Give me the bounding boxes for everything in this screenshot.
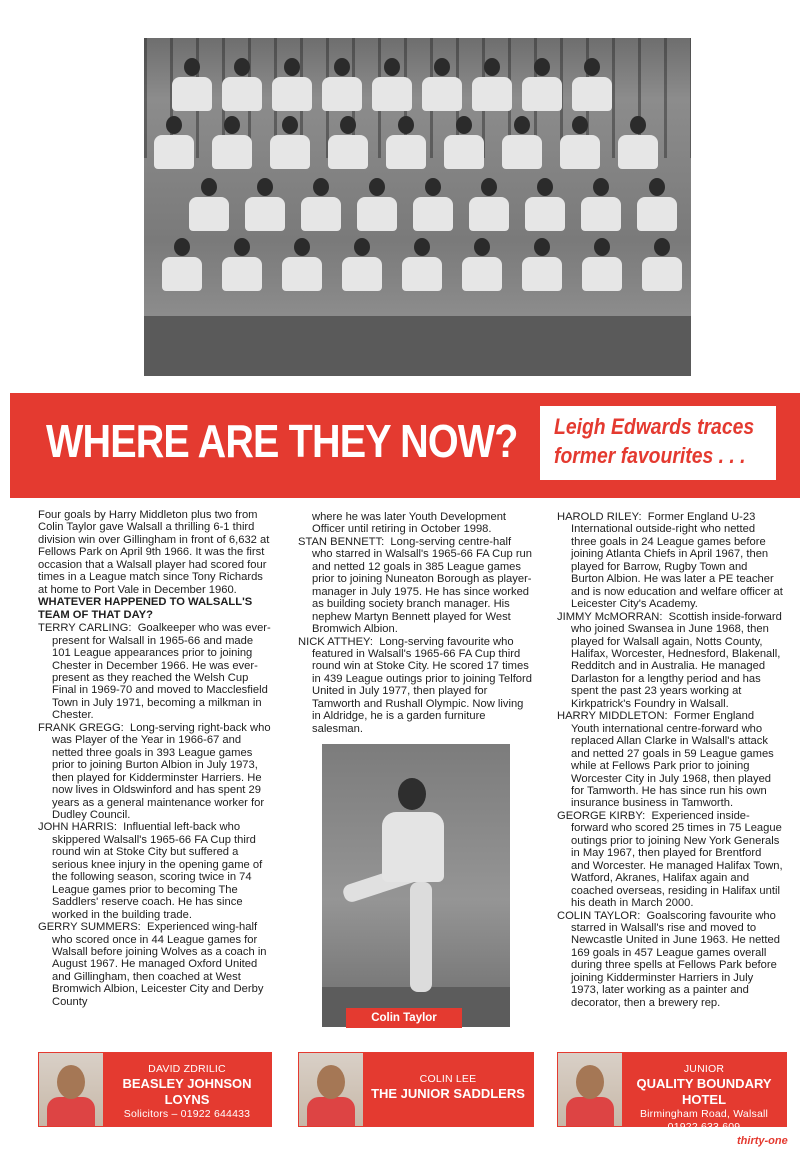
sponsor-player-name: DAVID ZDRILIC — [148, 1063, 226, 1075]
team-player-figure — [472, 58, 512, 111]
team-player-figure — [386, 116, 426, 169]
player-shirt — [469, 197, 509, 231]
photo-torso — [566, 1097, 614, 1126]
sponsor-box-3 — [557, 1052, 787, 1133]
player-name: JIMMY McMORRAN: — [557, 610, 663, 623]
player-head — [584, 58, 600, 76]
subhead-box — [538, 404, 778, 482]
subhead-line-2: former favourites . . . — [554, 443, 746, 468]
team-player-figure — [469, 178, 509, 231]
team-player-figure — [222, 58, 262, 111]
player-head — [434, 58, 450, 76]
player-head — [234, 238, 250, 256]
team-player-figure — [402, 238, 442, 291]
player-shirt — [189, 197, 229, 231]
sponsor-box-1 — [38, 1052, 272, 1127]
player-head — [398, 116, 414, 134]
team-player-figure — [581, 178, 621, 231]
sponsor-address: Birmingham Road, Walsall — [639, 1108, 769, 1120]
team-player-figure — [154, 116, 194, 169]
player-shirt — [301, 197, 341, 231]
sponsor-phone: 01922 633 609 — [667, 1121, 741, 1133]
team-player-figure — [270, 116, 310, 169]
player-head — [456, 116, 472, 134]
player-head — [234, 58, 250, 76]
player-head — [594, 238, 610, 256]
player-head — [340, 116, 356, 134]
team-player-figure — [422, 58, 462, 111]
player-head — [414, 238, 430, 256]
team-player-figure — [172, 58, 212, 111]
player-shirt — [402, 257, 442, 291]
player-head — [649, 178, 665, 196]
team-photo — [144, 38, 691, 376]
player-shirt — [270, 135, 310, 169]
team-player-figure — [189, 178, 229, 231]
player-head — [174, 238, 190, 256]
photo-face — [576, 1065, 604, 1099]
player-shirt — [212, 135, 252, 169]
player-text: Goalscoring favourite who starred in Walsall's rise and moved to Newcastle United in June 1963. He netted 169 goals in 457 League games overall during three spells at Fellows Park before joining Kidderminster Harriers in July 1973, later working as a painter and decorator, then a brewery rep. — [571, 909, 780, 1009]
intro-paragraph: Four goals by Harry Middleton plus two from Colin Taylor gave Walsall a thrilling 6-1 third division win over Gillingham in front of 6,632 at Fellows Park on April 9th 1966. It was the first occasion that a Walsall player had scored four times in a League match since Tony Richards at home to Port Vale in December 1960. — [38, 509, 270, 596]
player-text: Experienced inside-forward who scored 25 times in 75 League outings prior to joining New York Generals in May 1967, then played for Brentford and Worcester. He managed Halifax Town, Watford, Akranes, Halifax again and coached overseas, residing in Halifax until his death in March 2000. — [571, 809, 783, 910]
player-text: Scottish inside-forward who joined Swansea in June 1968, then played for Walsall again, Notts County, Halifax, Worcester, Hednesford, Blakenall, Redditch and in Australia. He managed Darlaston for a lengthy period and has spent the past 23 years working at Kirkpatrick's Foundry in Walsall. — [571, 610, 782, 710]
player-shirt — [560, 135, 600, 169]
team-player-figure — [413, 178, 453, 231]
subhead-line-1: Leigh Edwards traces — [554, 414, 755, 439]
player-text: Long-serving centre-half who starred in Walsall's 1965-66 FA Cup run and netted 12 goals in 385 League games prior to joining Nuneaton Borough as player-manager in July 1975. He has since worked as building society branch manager. His nephew Martyn Bennett played for West Bromwich Albion. — [312, 535, 532, 636]
player-head — [284, 58, 300, 76]
player-name: HARRY MIDDLETON: — [557, 710, 668, 723]
sponsor-info — [103, 1053, 271, 1126]
player-entry — [38, 921, 272, 1008]
player-shirt — [522, 257, 562, 291]
team-player-figure — [637, 178, 677, 231]
player-text: Long-serving favourite who featured in Walsall's 1965-66 FA Cup third round win at Stoke City. He scored 17 times in 439 League outings prior to joining Telford United in July 1977, then played for Tamworth and Rushall Olympic. Now living in Aldridge, he is a garden furniture salesman. — [312, 635, 532, 735]
team-player-figure — [572, 58, 612, 111]
player-shirt — [322, 77, 362, 111]
player-shirt — [357, 197, 397, 231]
player-head — [534, 238, 550, 256]
player-name: STAN BENNETT: — [298, 535, 385, 548]
photo-face — [317, 1065, 345, 1099]
text-column-1 — [38, 509, 272, 1008]
player-name: COLIN TAYLOR: — [557, 909, 641, 922]
player-shirt — [472, 77, 512, 111]
player-head — [534, 58, 550, 76]
sponsor-player-photo — [558, 1053, 622, 1126]
headline: WHERE ARE THEY NOW? — [46, 415, 518, 467]
player-head — [425, 178, 441, 196]
sponsor-player-name: JUNIOR — [683, 1063, 725, 1075]
team-player-figure — [462, 238, 502, 291]
player-head — [654, 238, 670, 256]
player-entry-continued — [298, 511, 532, 536]
sponsor-name: BEASLEY JOHNSON — [122, 1076, 252, 1091]
player-shirt — [342, 257, 382, 291]
player-text: Experienced wing-half who scored once in 44 League games for Walsall before joining Wolves as a coach in August 1967. He managed Oxford United and Gillingham, then coached at West Bromwich Albion, Leicester City and Derby County — [52, 921, 267, 1008]
player-head — [282, 116, 298, 134]
player-shirt — [162, 257, 202, 291]
team-player-figure — [618, 116, 658, 169]
photo-face — [57, 1065, 85, 1099]
player-entry — [557, 910, 783, 1010]
player-shirt — [581, 197, 621, 231]
sponsor-name: QUALITY BOUNDARY HOTEL — [636, 1076, 772, 1107]
player-head — [354, 238, 370, 256]
team-player-figure — [212, 116, 252, 169]
figure-leg — [410, 882, 432, 992]
player-head — [201, 178, 217, 196]
team-player-figure — [522, 238, 562, 291]
section-heading: WHATEVER HAPPENED TO WALSALL'S TEAM OF THAT DAY? — [38, 596, 253, 622]
player-shirt — [462, 257, 502, 291]
team-player-figure — [357, 178, 397, 231]
player-head — [384, 58, 400, 76]
player-shirt — [422, 77, 462, 111]
player-shirt — [637, 197, 677, 231]
team-player-figure — [301, 178, 341, 231]
player-text: Former England U-23 International outside-right who netted three goals in 24 League games before joining Atlanta Chiefs in April 1967, then played for Barrow, Rugby Town and Burton Albion. He was later a PE teacher and is now education and welfare officer at Leicester City's Academy. — [571, 511, 783, 611]
player-head — [257, 178, 273, 196]
team-player-figure — [522, 58, 562, 111]
player-shirt — [502, 135, 542, 169]
player-shirt — [582, 257, 622, 291]
team-player-figure — [372, 58, 412, 111]
player-shirt — [642, 257, 682, 291]
team-player-figure — [272, 58, 312, 111]
photo-torso — [307, 1097, 355, 1126]
player-head — [313, 178, 329, 196]
player-name: NICK ATTHEY: — [298, 635, 374, 648]
player-head — [481, 178, 497, 196]
player-shirt — [444, 135, 484, 169]
player-shirt — [245, 197, 285, 231]
player-entry — [38, 622, 272, 722]
player-shirt — [572, 77, 612, 111]
player-shirt — [222, 77, 262, 111]
player-head — [474, 238, 490, 256]
player-name: FRANK GREGG: — [38, 721, 124, 734]
player-name: GEORGE KIRBY: — [557, 809, 646, 822]
player-head — [184, 58, 200, 76]
sponsor-name-line-2: LOYNS — [164, 1092, 210, 1107]
sponsor-info — [363, 1053, 533, 1126]
team-player-figure — [328, 116, 368, 169]
team-player-figure — [245, 178, 285, 231]
player-name: JOHN HARRIS: — [38, 821, 117, 834]
player-head — [294, 238, 310, 256]
player-entry — [557, 611, 783, 711]
sponsor-info — [622, 1053, 786, 1133]
team-player-figure — [342, 238, 382, 291]
player-name: HAROLD RILEY: — [557, 511, 642, 523]
player-entry — [38, 821, 272, 921]
player-shirt — [372, 77, 412, 111]
colin-taylor-photo — [322, 744, 510, 1027]
ground — [144, 316, 691, 376]
text-column-3 — [557, 511, 783, 1009]
player-shirt — [282, 257, 322, 291]
team-player-figure — [560, 116, 600, 169]
team-player-figure — [502, 116, 542, 169]
player-shirt — [618, 135, 658, 169]
player-shirt — [386, 135, 426, 169]
player-head — [484, 58, 500, 76]
player-text: Influential left-back who skippered Walsall's 1965-66 FA Cup third round win at Stoke City but suffered a serious knee injury in the opening game of the following season, scoring twice in 74 League games prior to becoming The Saddlers' reserve coach. He has since worked in the building trade. — [52, 821, 263, 921]
team-player-figure — [322, 58, 362, 111]
player-head — [572, 116, 588, 134]
team-player-figure — [525, 178, 565, 231]
player-head — [593, 178, 609, 196]
page-number: thirty-one — [737, 1135, 788, 1147]
photo-caption: Colin Taylor — [346, 1008, 462, 1028]
team-player-figure — [282, 238, 322, 291]
sponsor-player-name: COLIN LEE — [419, 1073, 477, 1085]
sponsor-contact: Solicitors – 01922 644433 — [123, 1108, 251, 1120]
figure-body — [382, 812, 444, 882]
player-entry — [38, 722, 272, 822]
player-text: where he was later Youth Development Officer until retiring in October 1998. — [312, 511, 507, 536]
team-player-figure — [444, 116, 484, 169]
player-entry — [298, 536, 532, 636]
player-shirt — [328, 135, 368, 169]
team-player-figure — [582, 238, 622, 291]
sponsor-box-2 — [298, 1052, 534, 1127]
team-player-figure — [162, 238, 202, 291]
player-shirt — [522, 77, 562, 111]
player-shirt — [272, 77, 312, 111]
player-text: Former England Youth international centre-forward who replaced Allan Clarke in Walsall's attack and netted 27 goals in 59 League games while at Fellows Park prior to joining Worcester City in July 1968, then played for Tamworth. He has since run his own insurance business in Tamworth. — [571, 710, 774, 810]
player-entry — [557, 710, 783, 810]
sponsor-name: THE JUNIOR SADDLERS — [371, 1086, 525, 1101]
sponsor-player-photo — [299, 1053, 363, 1126]
player-shirt — [413, 197, 453, 231]
player-shirt — [154, 135, 194, 169]
player-entry — [298, 636, 532, 736]
player-text: Goalkeeper who was ever-present for Walsall in 1965-66 and made 101 League appearances prior to joining Chester in December 1966. He was ever-present as they reached the Welsh Cup Final in 1969-70 and moved to Macclesfield Town in July 1971, becoming a milkman in Chester. — [52, 622, 271, 722]
player-head — [514, 116, 530, 134]
photo-torso — [47, 1097, 95, 1126]
player-shirt — [525, 197, 565, 231]
player-text: Long-serving right-back who was Player of the Year in 1966-67 and netted three goals in 393 League games prior to joining Burton Albion in July 1973, then played for Kidderminster Harriers. He now lives in Oldswinford and has spent 29 years as a general maintenance worker for Dudley Council. — [52, 721, 271, 821]
player-name: GERRY SUMMERS: — [38, 921, 141, 934]
player-head — [369, 178, 385, 196]
player-head — [224, 116, 240, 134]
player-head — [630, 116, 646, 134]
text-column-2 — [298, 511, 532, 735]
team-player-figure — [642, 238, 682, 291]
figure-head — [398, 778, 426, 810]
player-head — [166, 116, 182, 134]
player-shirt — [172, 77, 212, 111]
player-name: TERRY CARLING: — [38, 622, 132, 635]
player-head — [334, 58, 350, 76]
player-head — [537, 178, 553, 196]
player-entry — [557, 511, 783, 611]
sponsor-player-photo — [39, 1053, 103, 1126]
player-entry — [557, 810, 783, 910]
team-player-figure — [222, 238, 262, 291]
player-shirt — [222, 257, 262, 291]
